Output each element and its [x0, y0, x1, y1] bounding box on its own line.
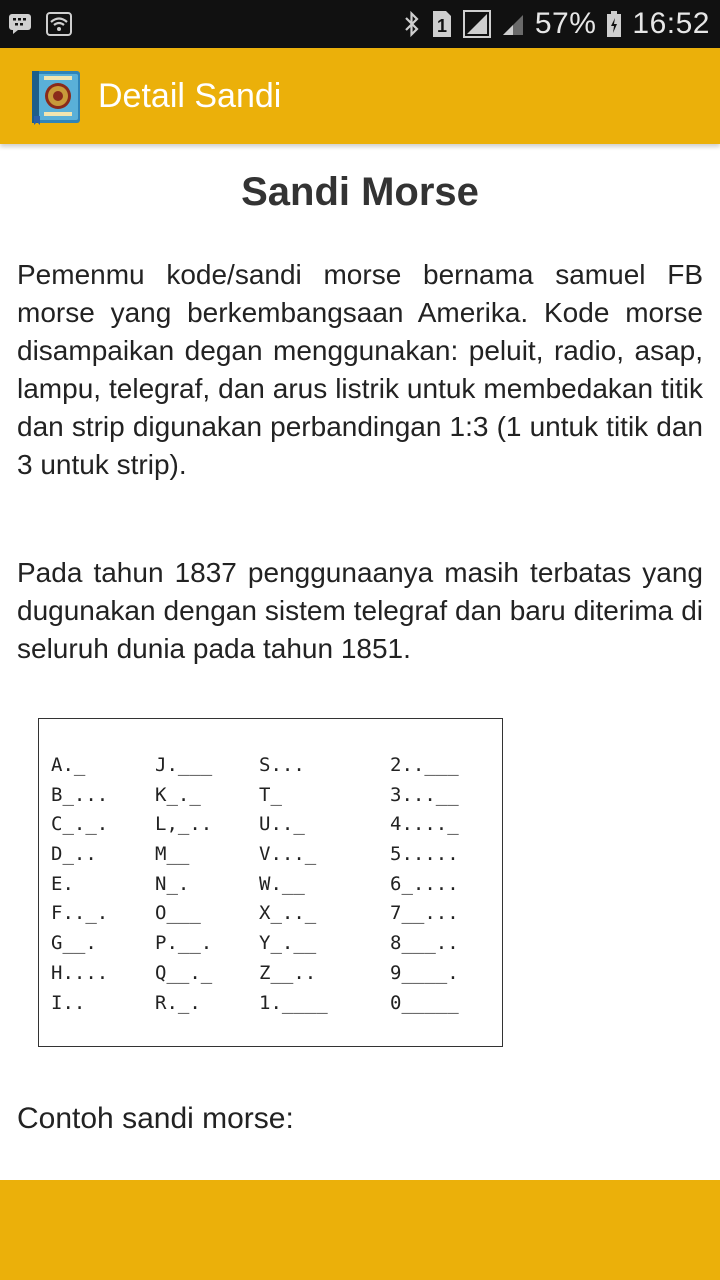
app-bar: [0, 48, 720, 144]
morse-entry: U.._: [259, 813, 305, 836]
clock: 16:52: [632, 7, 710, 40]
paragraph-history: Pemenmu kode/sandi morse bernama samuel FB morse yang berkembangsaan Amerika. Kode morse disampaikan degan menggunakan: peluit, radio, asap, lampu, telegraf, dan arus listrik untuk membedakan titik dan strip digunakan perbandingan 1:3 (1 untuk titik dan 3 untuk strip).: [17, 259, 703, 480]
status-bar: [0, 0, 720, 48]
wifi-icon: [46, 12, 72, 36]
morse-entry: 1.____: [259, 991, 328, 1014]
morse-entry: H....: [51, 961, 109, 984]
morse-entry: W.__: [259, 872, 305, 895]
bluetooth-icon: [403, 10, 421, 38]
morse-entry: 2..___: [390, 754, 459, 776]
book-scout-emblem-icon[interactable]: [28, 68, 84, 126]
sim-icon: [431, 9, 453, 39]
morse-entry: A._: [51, 754, 86, 776]
morse-entry: D_..: [51, 843, 97, 866]
signal-2-icon: [501, 11, 525, 37]
morse-entry: 9____.: [390, 961, 459, 984]
example-label: Contoh sandi morse:: [17, 1102, 294, 1135]
paragraph-usage: Pada tahun 1837 penggunaanya masih terbatas yang dugunakan dengan sistem telegraf dan baru diterima di seluruh dunia pada tahun 1851.: [17, 557, 703, 664]
sim-slot-label: 1: [436, 16, 447, 36]
morse-entry: F.._.: [51, 902, 109, 925]
morse-entry: 7__...: [390, 902, 459, 925]
morse-entry: 3...__: [390, 783, 459, 806]
morse-entry: 6_....: [390, 872, 459, 895]
morse-entry: Z__..: [259, 961, 317, 984]
morse-entry: I..: [51, 991, 86, 1014]
morse-entry: Q__._: [155, 961, 213, 984]
morse-entry: O___: [155, 902, 201, 925]
morse-entry: P.__.: [155, 932, 213, 955]
morse-column: [390, 751, 459, 1018]
morse-entry: S...: [259, 754, 305, 776]
morse-column: [51, 751, 108, 1018]
morse-entry: C_._.: [51, 813, 109, 836]
morse-entry: V..._: [259, 843, 317, 866]
morse-column: [259, 751, 328, 1018]
bottom-banner[interactable]: [0, 1180, 720, 1280]
morse-entry: T_: [259, 783, 282, 806]
morse-entry: R._.: [155, 991, 201, 1014]
morse-entry: X_.._: [259, 902, 317, 925]
page-title: Sandi Morse: [241, 170, 479, 214]
morse-entry: M__: [155, 843, 190, 866]
morse-entry: L,_..: [155, 813, 213, 836]
morse-entry: 5.....: [390, 843, 459, 866]
morse-entry: B_...: [51, 783, 109, 806]
detail-content[interactable]: [0, 144, 720, 1180]
app-title: Detail Sandi: [98, 77, 282, 115]
morse-entry: K_._: [155, 783, 201, 806]
morse-entry: J.___: [155, 754, 213, 776]
morse-column: [155, 751, 212, 1018]
battery-icon: [606, 10, 622, 38]
signal-icon: [463, 10, 491, 38]
bbm-icon: [8, 13, 32, 35]
morse-code-table: [38, 718, 503, 1047]
battery-percent: 57%: [534, 7, 597, 40]
morse-entry: G__.: [51, 932, 97, 955]
morse-entry: Y_.__: [259, 932, 317, 955]
morse-entry: 0_____: [390, 991, 459, 1014]
morse-entry: N_.: [155, 872, 190, 895]
morse-entry: 8___..: [390, 932, 459, 955]
morse-entry: E.: [51, 872, 74, 895]
morse-entry: 4...._: [390, 813, 459, 836]
